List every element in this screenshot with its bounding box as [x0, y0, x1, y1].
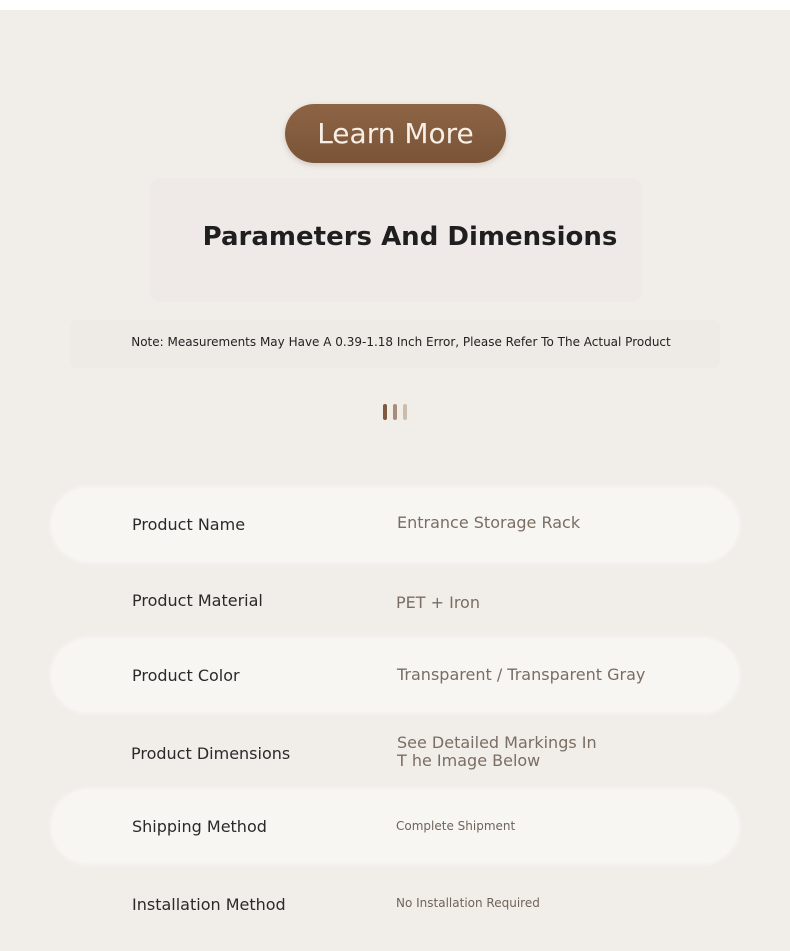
measurement-note: Note: Measurements May Have A 0.39-1.18 Inch Error, Please Refer To The Actual Product: [131, 335, 671, 349]
parameter-row-product-dimensions: [52, 715, 738, 788]
section-title: Parameters And Dimensions: [202, 222, 618, 252]
parameter-row-product-name: [52, 488, 738, 561]
parameter-value: Transparent / Transparent Gray: [397, 665, 646, 684]
parameter-label: Shipping Method: [132, 817, 267, 836]
parameter-label: Product Name: [132, 515, 246, 534]
parameter-value: Complete Shipment: [396, 819, 516, 833]
parameter-row-installation-method: [52, 866, 738, 939]
parameter-label: Product Material: [132, 591, 263, 610]
parameter-value: See Detailed Markings In T he Image Below: [397, 733, 597, 770]
bar-medium: [393, 404, 397, 420]
parameter-label: Product Color: [132, 666, 240, 685]
bar-light: [403, 404, 407, 420]
page-background: [0, 10, 790, 951]
parameter-label: Product Dimensions: [131, 744, 291, 763]
decorative-bars-icon: [383, 404, 409, 420]
parameter-row-product-material: [52, 563, 738, 636]
bar-dark: [383, 404, 387, 420]
parameter-value: Entrance Storage Rack: [397, 513, 581, 532]
parameter-value: No Installation Required: [396, 896, 540, 910]
parameter-row-product-color: [52, 639, 738, 712]
parameter-value: PET + Iron: [396, 593, 480, 612]
parameter-row-shipping-method: [52, 790, 738, 863]
parameter-label: Installation Method: [132, 895, 286, 914]
learn-more-button[interactable]: Learn More: [285, 104, 506, 163]
